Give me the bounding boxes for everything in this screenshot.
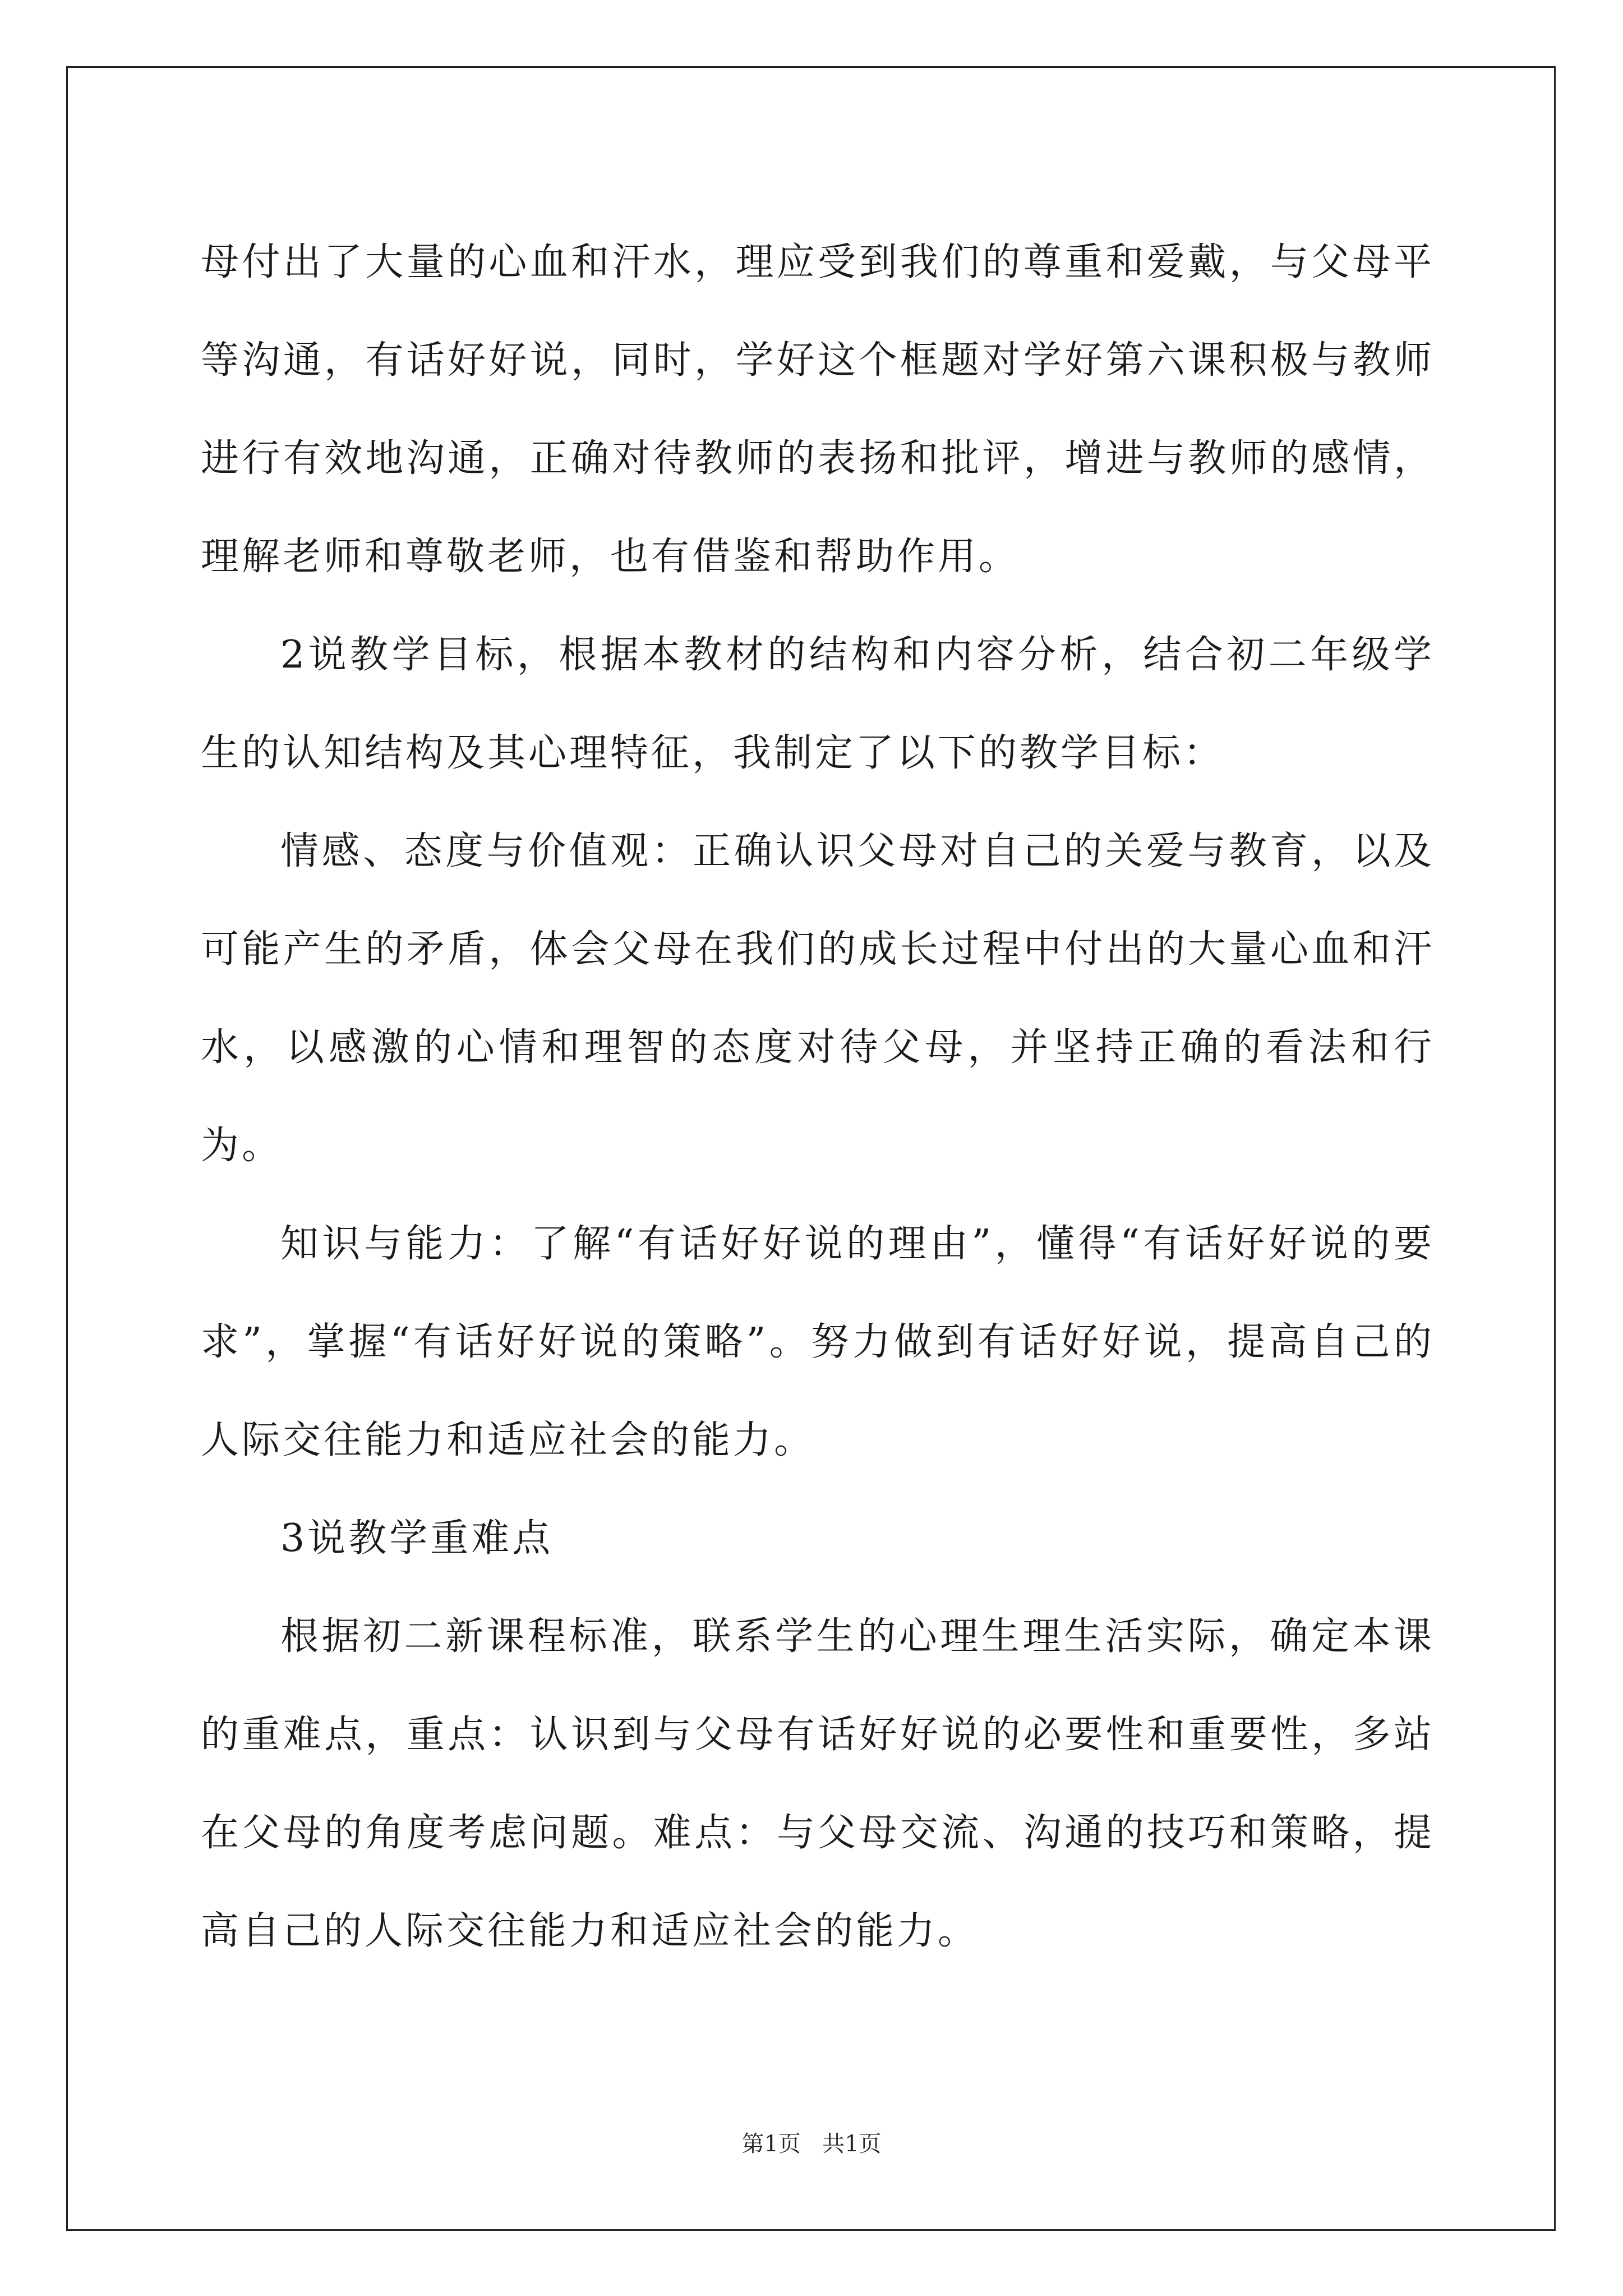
paragraph-continuation: 母付出了大量的心血和汗水，理应受到我们的尊重和爱戴，与父母平等沟通，有话好好说，同时，学好这个框题对学好第六课积极与教师进行有效地沟通，正确对待教师的表扬和批评，增进与教师的感情，理解老师和尊敬老师，也有借鉴和帮助作用。 [201, 240, 1435, 579]
document-body [201, 213, 1435, 1980]
paragraph-emotion-attitude: 情感、态度与价值观：正确认识父母对自己的关爱与教育，以及可能产生的矛盾，体会父母在我们的成长过程中付出的大量心血和汗水，以感激的心情和理智的态度对待父母，并坚持正确的看法和行为。 [201, 829, 1435, 1168]
paragraph-knowledge-ability: 知识与能力：了解“有话好好说的理由”，懂得“有话好好说的要求”，掌握“有话好好说的策略”。努力做到有话好好说，提高自己的人际交往能力和适应社会的能力。 [201, 1222, 1435, 1462]
page-number: 第1页 [741, 2131, 801, 2157]
paragraph-teaching-goals: 2说教学目标，根据本教材的结构和内容分析，结合初二年级学生的认知结构及其心理特征，我制定了以下的教学目标： [201, 633, 1435, 775]
section-heading-key-points: 3说教学重难点 [280, 1516, 554, 1561]
paragraph-key-difficult-points: 根据初二新课程标准，联系学生的心理生理生活实际，确定本课的重难点，重点：认识到与父母有话好好说的必要性和重要性，多站在父母的角度考虑问题。难点：与父母交流、沟通的技巧和策略，提高自己的人际交往能力和适应社会的能力。 [201, 1614, 1435, 1953]
page-footer [0, 2126, 1623, 2158]
page-total: 共1页 [822, 2131, 882, 2157]
